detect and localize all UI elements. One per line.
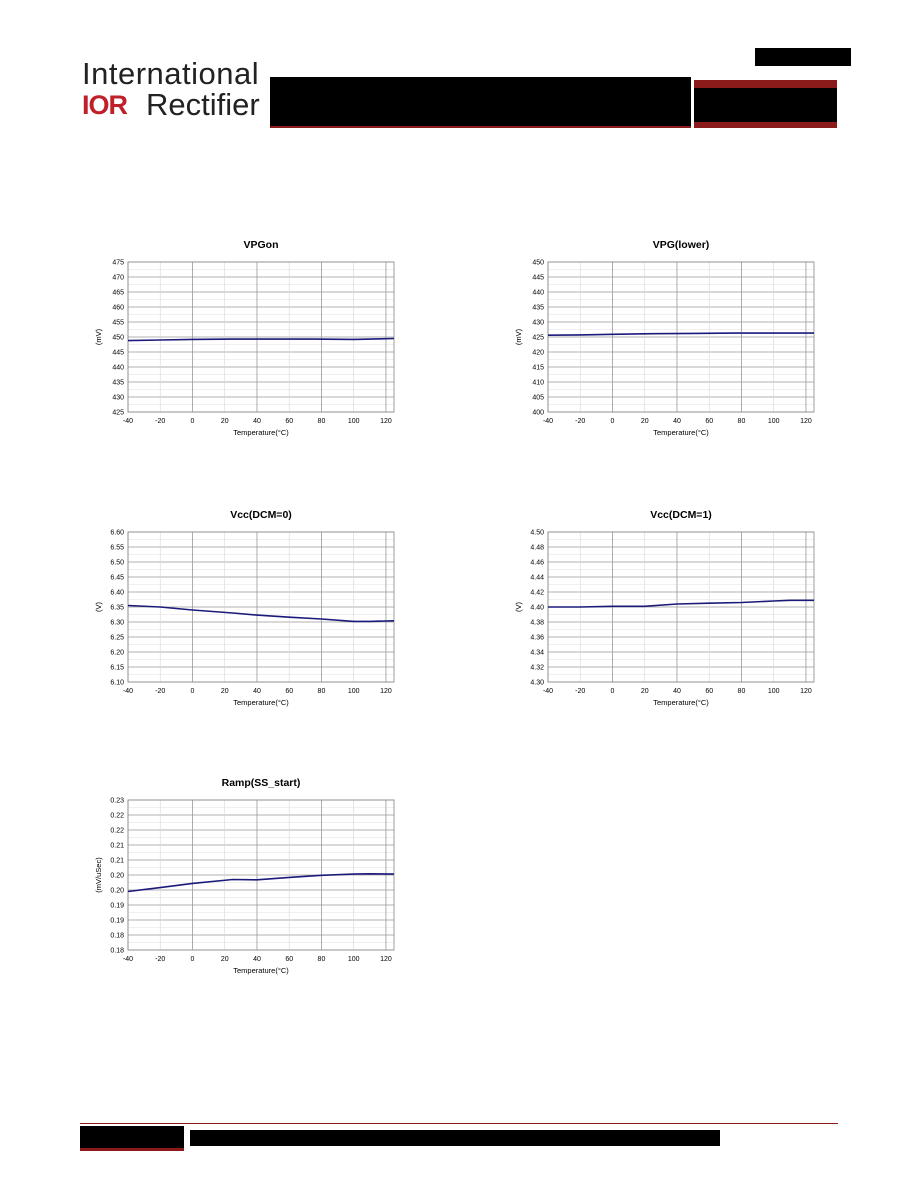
x-tick-label: -20 xyxy=(155,418,166,425)
x-tick-label: -40 xyxy=(122,418,134,425)
x-tick-label: 40 xyxy=(673,418,681,425)
y-tick-label: 4.30 xyxy=(530,679,544,687)
y-tick-label: 415 xyxy=(532,364,544,372)
chart-title: VPG(lower) xyxy=(652,239,710,251)
y-axis-label: (mV) xyxy=(514,328,523,346)
y-tick-label: 405 xyxy=(532,394,544,402)
footer-red-rule xyxy=(80,1123,838,1124)
y-tick-label: 6.45 xyxy=(110,574,124,582)
x-tick-label: 40 xyxy=(673,688,681,695)
y-tick-label: 6.25 xyxy=(110,634,124,642)
chart-vpgon xyxy=(78,232,408,450)
x-tick-label: 60 xyxy=(285,956,294,963)
y-axis-label: (V) xyxy=(94,602,103,612)
x-tick-label: 0 xyxy=(190,418,195,425)
y-tick-label: 475 xyxy=(112,259,124,267)
x-tick-label: 20 xyxy=(640,688,649,695)
series-line xyxy=(128,606,394,622)
x-tick-label: 80 xyxy=(317,956,326,963)
logo-ior-mark xyxy=(82,92,127,122)
x-tick-label: -20 xyxy=(575,688,586,695)
x-tick-label: 120 xyxy=(800,418,812,425)
header-black-tab xyxy=(694,88,837,122)
x-tick-label: 20 xyxy=(640,418,649,425)
y-tick-label: 470 xyxy=(112,274,124,282)
header-red-underline xyxy=(270,126,691,128)
y-tick-label: 0.23 xyxy=(110,797,124,805)
y-tick-label: 6.35 xyxy=(110,604,124,612)
y-tick-label: 430 xyxy=(112,394,124,402)
y-tick-label: 4.32 xyxy=(530,664,544,672)
y-tick-label: 450 xyxy=(532,259,544,267)
series-line xyxy=(128,339,394,341)
x-tick-label: 80 xyxy=(737,418,746,425)
x-tick-label: -20 xyxy=(155,688,166,695)
y-tick-label: 445 xyxy=(112,349,124,357)
x-axis-label: Temperature(°C) xyxy=(233,966,289,975)
header-red-tab-bottom xyxy=(694,122,837,128)
x-tick-label: 40 xyxy=(253,956,261,963)
y-tick-label: 0.22 xyxy=(110,827,124,835)
y-tick-label: 0.20 xyxy=(110,887,124,895)
x-tick-label: -40 xyxy=(122,956,134,963)
y-tick-label: 425 xyxy=(112,409,124,417)
y-tick-label: 0.21 xyxy=(110,857,124,865)
chart-title: Vcc(DCM=0) xyxy=(230,509,292,521)
x-tick-label: 60 xyxy=(285,688,294,695)
y-tick-label: 0.21 xyxy=(110,842,124,850)
x-tick-label: 100 xyxy=(767,688,780,695)
chart-svg xyxy=(78,770,408,988)
x-tick-label: -40 xyxy=(542,688,554,695)
y-tick-label: 6.20 xyxy=(110,649,124,657)
y-tick-label: 410 xyxy=(532,379,544,387)
y-axis-label: (V) xyxy=(514,602,523,612)
chart-vcc-dcm1 xyxy=(498,502,828,720)
logo-text-international: International xyxy=(82,56,260,91)
y-tick-label: 425 xyxy=(532,334,544,342)
x-tick-label: 100 xyxy=(347,688,360,695)
y-tick-label: 420 xyxy=(532,349,544,357)
x-tick-label: 120 xyxy=(380,418,392,425)
y-tick-label: 4.40 xyxy=(530,604,544,612)
y-tick-label: 4.48 xyxy=(530,544,544,552)
x-tick-label: 60 xyxy=(705,688,714,695)
chart-svg xyxy=(78,502,408,720)
chart-svg xyxy=(78,232,408,450)
x-tick-label: -40 xyxy=(122,688,134,695)
x-axis-label: Temperature(°C) xyxy=(653,428,709,437)
y-tick-label: 440 xyxy=(532,289,544,297)
y-tick-label: 4.36 xyxy=(530,634,544,642)
chart-title: Ramp(SS_start) xyxy=(221,777,301,789)
x-tick-label: 100 xyxy=(347,418,360,425)
y-tick-label: 6.50 xyxy=(110,559,124,567)
chart-title: Vcc(DCM=1) xyxy=(650,509,712,521)
y-tick-label: 4.38 xyxy=(530,619,544,627)
y-tick-label: 450 xyxy=(112,334,124,342)
x-tick-label: -20 xyxy=(155,956,166,963)
y-axis-label: (mV/uSec) xyxy=(94,857,103,893)
x-tick-label: 40 xyxy=(253,418,261,425)
y-tick-label: 435 xyxy=(112,379,124,387)
x-tick-label: 40 xyxy=(253,688,261,695)
y-tick-label: 435 xyxy=(532,304,544,312)
x-tick-label: 20 xyxy=(220,418,229,425)
footer-left-red-underline xyxy=(80,1148,184,1151)
chart-ramp-ss-start xyxy=(78,770,408,988)
y-tick-label: 4.46 xyxy=(530,559,544,567)
y-tick-label: 6.15 xyxy=(110,664,124,672)
y-tick-label: 4.34 xyxy=(530,649,544,657)
y-tick-label: 0.22 xyxy=(110,812,124,820)
y-tick-label: 430 xyxy=(532,319,544,327)
x-tick-label: 80 xyxy=(737,688,746,695)
x-tick-label: 0 xyxy=(190,688,195,695)
y-tick-label: 0.19 xyxy=(110,917,124,925)
y-tick-label: 4.50 xyxy=(530,529,544,537)
y-tick-label: 440 xyxy=(112,364,124,372)
x-axis-label: Temperature(°C) xyxy=(653,698,709,707)
x-tick-label: -20 xyxy=(575,418,586,425)
y-tick-label: 4.44 xyxy=(530,574,544,582)
footer-black-bar xyxy=(190,1130,720,1146)
x-tick-label: 0 xyxy=(190,956,195,963)
x-axis-label: Temperature(°C) xyxy=(233,428,289,437)
chart-svg xyxy=(498,502,828,720)
series-line xyxy=(548,600,814,607)
footer-left-black-block xyxy=(80,1126,184,1148)
x-tick-label: -40 xyxy=(542,418,554,425)
x-tick-label: 20 xyxy=(220,688,229,695)
x-tick-label: 100 xyxy=(347,956,360,963)
y-tick-label: 455 xyxy=(112,319,124,327)
logo-ior-text: IOR xyxy=(82,90,128,120)
chart-title: VPGon xyxy=(243,239,279,251)
x-tick-label: 0 xyxy=(610,688,615,695)
series-line xyxy=(548,333,814,335)
x-tick-label: 120 xyxy=(380,688,392,695)
chart-vcc-dcm0 xyxy=(78,502,408,720)
y-tick-label: 400 xyxy=(532,409,544,417)
chart-vpg-lower xyxy=(498,232,828,450)
x-tick-label: 60 xyxy=(705,418,714,425)
x-tick-label: 20 xyxy=(220,956,229,963)
header-red-tab-top xyxy=(694,80,837,88)
y-tick-label: 0.19 xyxy=(110,902,124,910)
y-tick-label: 6.60 xyxy=(110,529,124,537)
x-tick-label: 120 xyxy=(380,956,392,963)
y-tick-label: 0.20 xyxy=(110,872,124,880)
x-tick-label: 0 xyxy=(610,418,615,425)
x-tick-label: 120 xyxy=(800,688,812,695)
y-tick-label: 4.42 xyxy=(530,589,544,597)
logo-text-rectifier: Rectifier xyxy=(146,87,260,122)
y-tick-label: 465 xyxy=(112,289,124,297)
y-tick-label: 460 xyxy=(112,304,124,312)
y-tick-label: 0.18 xyxy=(110,932,124,940)
y-axis-label: (mV) xyxy=(94,328,103,346)
y-tick-label: 6.30 xyxy=(110,619,124,627)
y-tick-label: 6.10 xyxy=(110,679,124,687)
x-tick-label: 80 xyxy=(317,688,326,695)
y-tick-label: 445 xyxy=(532,274,544,282)
header-black-banner xyxy=(270,77,691,126)
x-tick-label: 60 xyxy=(285,418,294,425)
top-right-black-bar xyxy=(755,48,851,66)
x-tick-label: 100 xyxy=(767,418,780,425)
x-tick-label: 80 xyxy=(317,418,326,425)
y-tick-label: 6.55 xyxy=(110,544,124,552)
chart-svg xyxy=(498,232,828,450)
y-tick-label: 6.40 xyxy=(110,589,124,597)
y-tick-label: 0.18 xyxy=(110,947,124,955)
x-axis-label: Temperature(°C) xyxy=(233,698,289,707)
